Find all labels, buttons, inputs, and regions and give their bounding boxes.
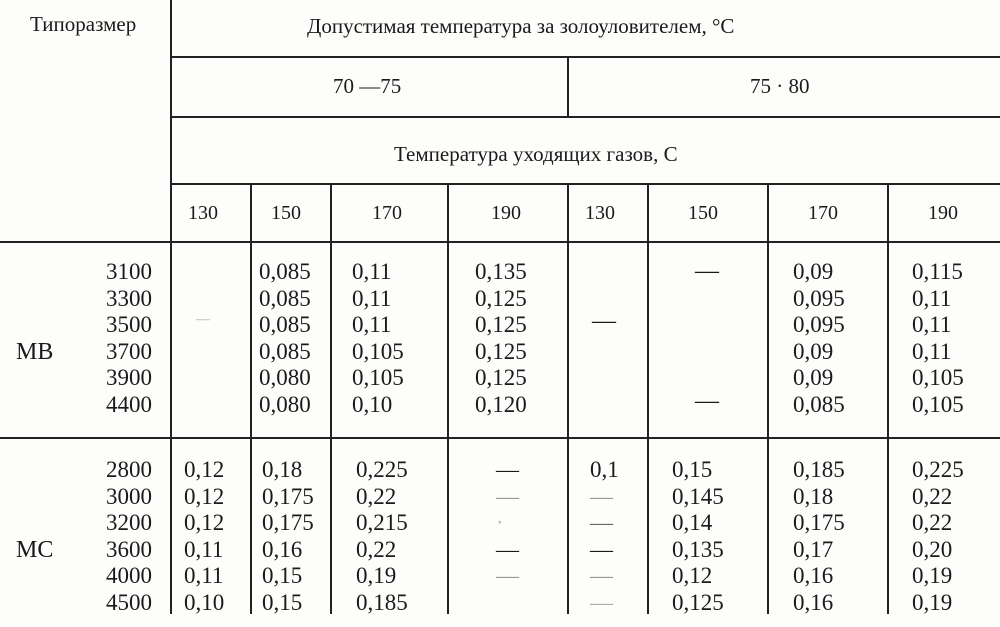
table-cell: 0,12 <box>184 510 225 535</box>
table-cell: — <box>590 536 613 562</box>
table-cell: 0,080 <box>259 365 311 390</box>
table-cell: 0,11 <box>352 285 392 311</box>
list-item: 3600 <box>106 536 152 562</box>
mb-col-170b <box>793 259 845 418</box>
mb-col-190b <box>912 259 964 418</box>
mb-c6-dash-bottom: — <box>695 388 719 414</box>
mc-col-130b <box>590 457 619 616</box>
col-temp-2: 150 <box>271 202 301 224</box>
rule-h1 <box>170 56 1000 58</box>
table-cell: 0,22 <box>356 483 397 509</box>
table-cell: 0,16 <box>793 589 834 615</box>
table-cell: 0,125 <box>475 365 527 390</box>
table-cell: 0,20 <box>912 536 953 562</box>
table-cell: 0,085 <box>259 312 311 337</box>
table-cell: 0,11 <box>184 536 224 562</box>
table-cell: 0,22 <box>912 483 953 509</box>
table-cell: 0,10 <box>352 391 393 417</box>
table-cell: 0,12 <box>184 457 225 482</box>
table-cell: · <box>496 510 504 535</box>
mc-col-150 <box>262 457 314 616</box>
col-temp-7: 170 <box>808 202 838 224</box>
table-cell: 0,1 <box>590 457 619 482</box>
table-cell: 0,225 <box>912 457 964 482</box>
col-rule-6 <box>647 184 649 614</box>
table-cell: 0,16 <box>262 536 303 562</box>
table-cell: 0,12 <box>184 483 225 509</box>
table-cell: — <box>496 563 519 588</box>
table-cell: 0,19 <box>912 589 953 615</box>
table-cell: 0,11 <box>912 338 952 364</box>
list-item: 3500 <box>106 312 152 337</box>
table-cell: 0,085 <box>793 391 845 417</box>
rule-h4 <box>0 241 1000 243</box>
table-cell: 0,17 <box>793 536 834 562</box>
table-cell: 0,11 <box>352 259 392 284</box>
col-temp-1: 130 <box>188 202 218 224</box>
table-cell: 0,14 <box>672 510 713 535</box>
table-cell: 0,135 <box>672 536 724 562</box>
table-cell: 0,10 <box>184 589 225 615</box>
col-rule-1 <box>170 184 172 614</box>
list-item: 3300 <box>106 285 152 311</box>
table-cell: 0,185 <box>356 589 408 615</box>
table-cell: 0,18 <box>793 483 834 509</box>
table-cell: 0,145 <box>672 483 724 509</box>
table-cell: 0,125 <box>672 589 724 615</box>
range-b-header: 75 · 80 <box>750 74 810 98</box>
col-rule-7 <box>767 184 769 614</box>
table-cell: 0,22 <box>912 510 953 535</box>
col-temp-5: 130 <box>585 202 615 224</box>
table-cell: 0,09 <box>793 365 834 390</box>
mc-col-190-dashes <box>496 457 519 590</box>
table-cell: 0,175 <box>262 483 314 509</box>
group-name-mc: МС <box>16 537 54 563</box>
table-cell: 0,11 <box>912 312 952 337</box>
list-item: 3200 <box>106 510 152 535</box>
col-rule-4 <box>447 184 449 614</box>
list-item: 3000 <box>106 483 152 509</box>
table-cell: 0,15 <box>262 563 303 588</box>
table-cell: 0,12 <box>672 563 713 588</box>
group-name-mb: МВ <box>16 339 54 365</box>
rule-h5 <box>0 437 1000 439</box>
table-cell: 0,120 <box>475 391 527 417</box>
table-cell: 0,175 <box>793 510 845 535</box>
table-cell: — <box>496 483 519 509</box>
col-rule-8 <box>887 184 889 614</box>
col-temp-3: 170 <box>372 202 402 224</box>
table-cell: 0,11 <box>184 563 224 588</box>
list-item: 3100 <box>106 259 152 284</box>
rule-v-mid-top <box>567 56 569 116</box>
col-rule-3 <box>330 184 332 614</box>
list-item: 4400 <box>106 391 152 417</box>
mc-col-130 <box>184 457 224 616</box>
header-rule-left <box>170 0 172 184</box>
table-cell: 0,15 <box>672 457 713 482</box>
table-cell: — <box>590 483 613 509</box>
table-cell: 0,225 <box>356 457 408 482</box>
mb-col-150 <box>259 259 311 418</box>
table-cell: 0,095 <box>793 285 845 311</box>
list-item: 4000 <box>106 563 152 588</box>
table-cell: 0,22 <box>356 536 397 562</box>
table-cell: 0,09 <box>793 338 834 364</box>
table-cell: 0,125 <box>475 312 527 337</box>
table-cell: 0,15 <box>262 589 303 615</box>
col-temp-6: 150 <box>688 202 718 224</box>
allowed-temp-header: Допустимая температура за золоуловителем, °С <box>307 14 735 38</box>
table-cell: — <box>496 457 519 482</box>
mc-col-170 <box>356 457 408 616</box>
table-cell: — <box>496 536 519 562</box>
table-cell: 0,16 <box>793 563 834 588</box>
mc-col-170b <box>793 457 845 616</box>
table-cell: 0,125 <box>475 338 527 364</box>
table-cell: 0,125 <box>475 285 527 311</box>
col-rule-5 <box>567 184 569 614</box>
table-cell: 0,105 <box>352 338 404 364</box>
table-cell: — <box>590 589 613 615</box>
table-cell: 0,105 <box>912 365 964 390</box>
table-cell: 0,175 <box>262 510 314 535</box>
table-cell: 0,135 <box>475 259 527 284</box>
table-cell: 0,105 <box>352 365 404 390</box>
mc-sizes <box>106 457 152 616</box>
flue-temp-header: Температура уходящих газов, С <box>394 142 678 166</box>
table-cell: 0,185 <box>793 457 845 482</box>
rule-h2 <box>170 116 1000 118</box>
table-cell: 0,105 <box>912 391 964 417</box>
list-item: 3700 <box>106 338 152 364</box>
table-cell: — <box>590 510 613 535</box>
mb-c5-dash: — <box>592 308 616 334</box>
table-cell: 0,085 <box>259 285 311 311</box>
mb-sizes <box>106 259 152 418</box>
table-cell: 0,115 <box>912 259 963 284</box>
table-cell: 0,085 <box>259 259 311 284</box>
mc-col-190b <box>912 457 964 616</box>
table-cell: 0,19 <box>356 563 397 588</box>
mb-col-190 <box>475 259 527 418</box>
table-cell: 0,080 <box>259 391 311 417</box>
table-cell: — <box>590 563 613 588</box>
range-a-header: 70 —75 <box>333 74 402 98</box>
list-item: 4500 <box>106 589 152 615</box>
table-cell: 0,11 <box>912 285 952 311</box>
table-cell: 0,095 <box>793 312 845 337</box>
rule-h3 <box>170 183 1000 185</box>
table-cell: 0,09 <box>793 259 834 284</box>
mb-c1-dash: — <box>196 312 208 327</box>
list-item: 2800 <box>106 457 152 482</box>
size-label: Типоразмер <box>30 12 137 36</box>
table-cell: 0,19 <box>912 563 953 588</box>
table-cell: 0,11 <box>352 312 392 337</box>
col-rule-2 <box>250 184 252 614</box>
table-cell: 0,215 <box>356 510 408 535</box>
table-cell: 0,085 <box>259 338 311 364</box>
mc-col-150b <box>672 457 724 616</box>
list-item: 3900 <box>106 365 152 390</box>
col-temp-8: 190 <box>928 202 958 224</box>
mb-c6-dash-top: — <box>695 258 719 284</box>
col-temp-4: 190 <box>491 202 521 224</box>
mb-col-170 <box>352 259 404 418</box>
table-cell: 0,18 <box>262 457 303 482</box>
